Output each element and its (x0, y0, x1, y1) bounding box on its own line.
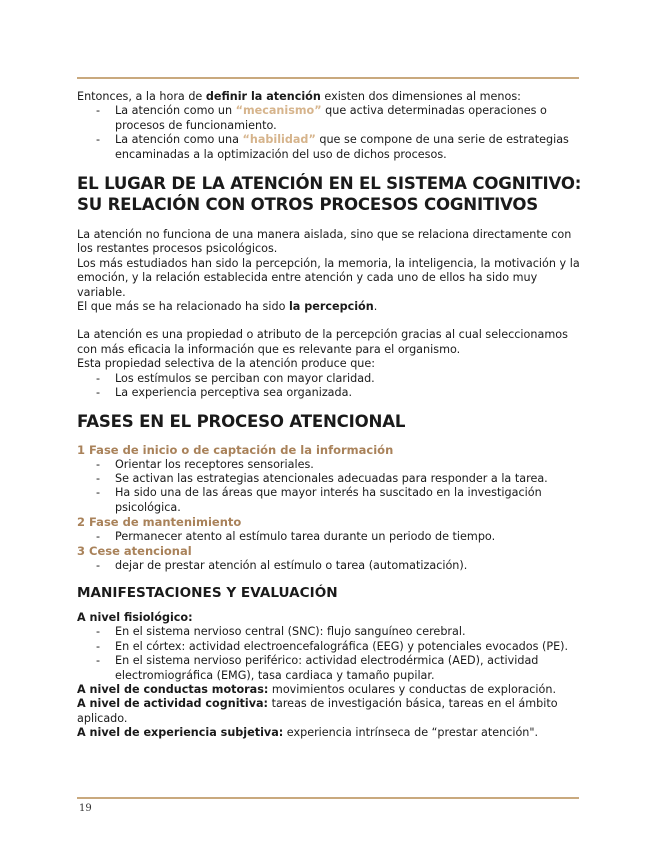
physio-list (77, 625, 582, 683)
intro-list (77, 104, 582, 162)
intro-bold: definir la atención (205, 90, 321, 103)
list-item: - En el sistema nervioso central (SNC): flujo sanguíneo cerebral. (96, 625, 466, 639)
accent-term: “habilidad” (242, 133, 316, 147)
intro-text: Entonces, a la hora de (77, 90, 206, 103)
list-item: - La atención como una “habilidad” que se compone de una serie de estrategias encaminadas a la optimización del uso de dichos procesos. (96, 133, 569, 161)
accent-term: “mecanismo” (235, 104, 322, 118)
perception-list (77, 372, 582, 401)
phase-title: 2 Fase de mantenimiento (77, 515, 242, 530)
phase-list (77, 559, 582, 573)
header-rule (77, 77, 579, 79)
paragraph: A nivel de experiencia subjetiva: experiencia intrínseca de “prestar atención". (77, 726, 539, 740)
phase-list (77, 530, 582, 544)
paragraph (77, 611, 582, 625)
intro-text-end: existen dos dimensiones al menos: (320, 90, 521, 103)
list-item: - En el sistema nervioso periférico: actividad electrodérmica (AED), actividad electromiográfica (EMG), tasa cardiaca y tamaño pupilar. (96, 654, 539, 682)
intro-paragraph (77, 90, 582, 104)
phase-title: 1 Fase de inicio o de captación de la información (77, 443, 394, 457)
paragraph: Esta propiedad selectiva de la atención produce que: (77, 357, 376, 371)
list-item: - Los estímulos se perciban con mayor claridad. (96, 371, 375, 385)
phase-list (77, 458, 582, 516)
paragraph: A nivel de conductas motoras: movimientos oculares y conductas de exploración. (77, 682, 557, 696)
level-label: A nivel fisiológico: (77, 610, 193, 624)
list-item: - La atención como un “mecanismo” que activa determinadas operaciones o procesos de funcionamiento. (96, 104, 547, 132)
section-heading: MANIFESTACIONES Y EVALUACIÓN (77, 584, 338, 601)
paragraph: Los más estudiados han sido la percepción, la memoria, la inteligencia, la motivación y la emoción, y la relación establecida entre atención y cada uno de ellos ha sido muy variable. (77, 256, 580, 299)
section-heading: FASES EN EL PROCESO ATENCIONAL (77, 411, 406, 431)
paragraph: A nivel de actividad cognitiva: tareas de investigación básica, tareas en el ámbito aplicado. (77, 697, 558, 725)
page-content (77, 90, 582, 741)
list-item: - Permanecer atento al estímulo tarea durante un periodo de tiempo. (96, 529, 496, 543)
list-item: - Ha sido una de las áreas que mayor interés ha suscitado en la investigación psicológica. (96, 486, 542, 514)
paragraph: El que más se ha relacionado ha sido la percepción. (77, 300, 378, 314)
list-item: - dejar de prestar atención al estímulo o tarea (automatización). (96, 558, 468, 572)
list-item: - En el córtex: actividad electroencefalográfica (EEG) y potenciales evocados (PE). (96, 639, 569, 653)
page-number: 19 (79, 803, 92, 814)
level-label: A nivel de conductas motoras: (77, 682, 269, 696)
paragraph: La atención es una propiedad o atributo de la percepción gracias al cual seleccionamos con más eficacia la información que es relevante para el organismo. (77, 328, 568, 356)
level-label: A nivel de actividad cognitiva: (77, 697, 269, 711)
list-item: - Se activan las estrategias atencionales adecuadas para responder a la tarea. (96, 471, 548, 485)
bold-term: la percepción (288, 300, 374, 314)
list-item: - La experiencia perceptiva sea organizada. (96, 386, 353, 400)
list-item: - Orientar los receptores sensoriales. (96, 457, 314, 471)
paragraph: La atención no funciona de una manera aislada, sino que se relaciona directamente con los restantes procesos psicológicos. (77, 228, 572, 256)
footer-rule (77, 797, 579, 799)
level-label: A nivel de experiencia subjetiva: (77, 726, 284, 740)
phase-title: 3 Cese atencional (77, 544, 192, 559)
section-heading: EL LUGAR DE LA ATENCIÓN EN EL SISTEMA COGNITIVO: SU RELACIÓN CON OTROS PROCESOS COGNITIVOS (77, 174, 582, 214)
